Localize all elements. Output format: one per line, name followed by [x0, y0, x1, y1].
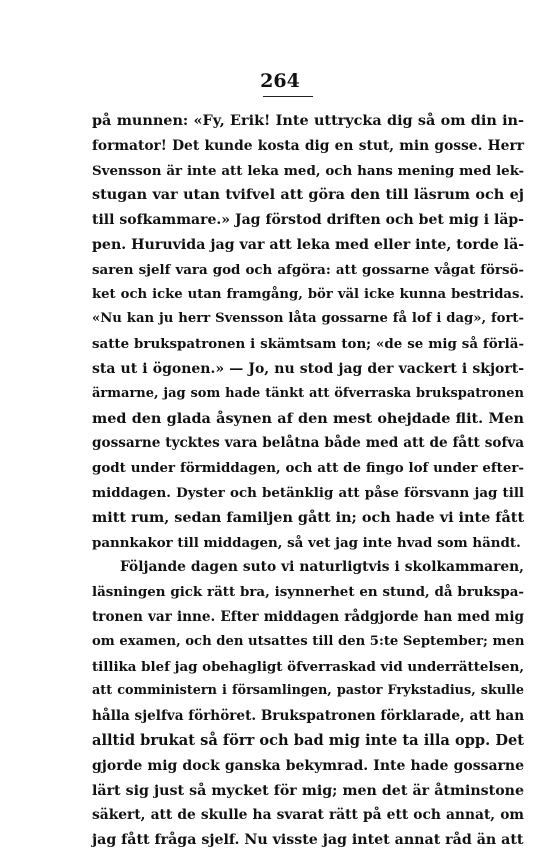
text-line: ket och icke utan framgång, bör väl icke kunna bestridas.: [92, 286, 524, 302]
text-line: Svensson är inte att leka med, och hans mening med lek-: [92, 162, 524, 179]
text-line: satte brukspatronen i skämtsam ton; «de se mig så förlä-: [92, 336, 524, 353]
text-line: gossarne tycktes vara belåtna både med att de fått sofva: [92, 435, 524, 452]
paragraph: [92, 555, 524, 853]
page-number-rule: [263, 96, 313, 97]
text-line: hålla sjelfva förhöret. Brukspatronen förklarade, att han: [92, 708, 525, 725]
text-line: tronen var inne. Efter middagen rådgjorde han med mig: [92, 608, 524, 625]
text-line: att comministern i församlingen, pastor Frykstadius, skulle: [92, 683, 524, 699]
text-line: med den glada åsynen af den mest ohejdade flit. Men: [92, 409, 524, 427]
text-line: sta ut i ögonen.» — Jo, nu stod jag der vackert i skjort-: [92, 360, 524, 377]
text-line: om examen, och den utsattes till den 5:te September; men: [92, 633, 525, 649]
text-line: tillika blef jag obehagligt öfverraskad vid underrättelsen,: [92, 658, 524, 675]
text-line: stugan var utan tvifvel att göra den till läsrum och ej: [92, 186, 524, 204]
text-line: alltid brukat så förr och bad mig inte ta illa opp. Det: [92, 731, 524, 749]
paragraph: [92, 109, 524, 555]
page-number: 264: [260, 70, 300, 92]
text-line: Följande dagen suto vi naturligtvis i skolkammaren,: [120, 559, 524, 576]
text-line: till sofkammare.» Jag förstod driften och bet mig i läp-: [92, 212, 524, 229]
text-line: på munnen: «Fy, Erik! Inte uttrycka dig så om din in-: [92, 112, 524, 129]
text-line: jag fått fråga sjelf. Nu visste jag intet annat råd än att: [92, 832, 524, 849]
text-line: pannkakor till middagen, så vet jag inte hvad som händt.: [92, 534, 521, 551]
text-line: gjorde mig dock ganska bekymrad. Inte hade gossarne: [92, 757, 524, 774]
text-line: godt under förmiddagen, och att de fingo lof under efter-: [92, 460, 524, 477]
text-line: middagen. Dyster och betänklig att påse försvann jag till: [92, 484, 524, 501]
text-line: formator! Det kunde kosta dig en stut, min gosse. Herr: [92, 137, 524, 154]
text-line: läsningen gick rätt bra, isynnerhet en stund, då bruksра-: [92, 584, 524, 601]
text-line: saren sjelf vara god och afgöra: att gossarne vågat försö-: [92, 261, 524, 278]
text-line: ärmarne, jag som hade tänkt att öfverraska brukspatronen: [92, 385, 524, 401]
text-line: «Nu kan ju herr Svensson låta gossarne få lof i dag», fort-: [92, 311, 524, 327]
text-line: säkert, att de skulle ha svarat rätt på ett och annat, om: [92, 807, 524, 824]
text-line: mitt rum, sedan familjen gått in; och hade vi inte fått: [92, 508, 525, 526]
body-text: [92, 109, 524, 853]
text-line: lärt sig just så mycket för mig; men det är åtminstone: [92, 782, 524, 799]
text-line: pen. Huruvida jag var att leka med eller inte, torde lä-: [92, 236, 525, 253]
